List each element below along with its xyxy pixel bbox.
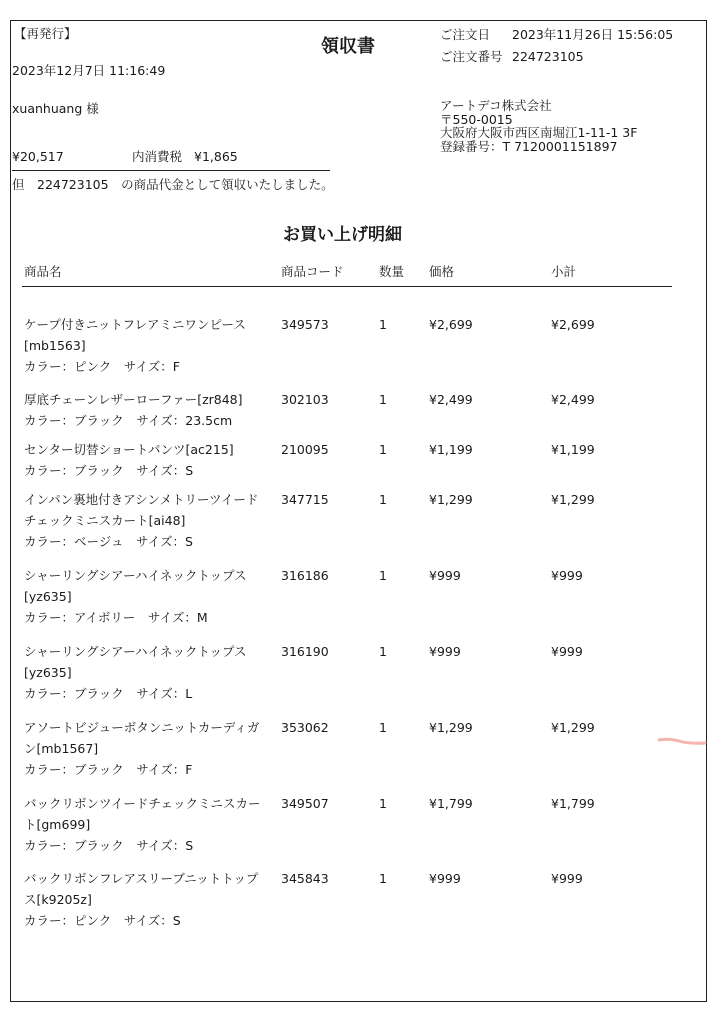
- item-name-line: [yz635]: [24, 665, 72, 680]
- item-subtotal: ¥2,699: [551, 317, 595, 332]
- item-name: [24, 314, 282, 377]
- item-name-line: カラー：ブラック サイズ：S: [24, 838, 194, 853]
- tax-value: ¥1,865: [194, 149, 238, 164]
- item-name: [24, 439, 282, 481]
- item-qty: 1: [379, 442, 387, 457]
- item-subtotal: ¥1,299: [551, 720, 595, 735]
- item-name-line: ン[mb1567]: [24, 741, 99, 756]
- item-qty: 1: [379, 317, 387, 332]
- item-qty: 1: [379, 492, 387, 507]
- item-name-line: インパン裏地付きアシンメトリーツイード: [24, 492, 259, 507]
- item-price: ¥1,299: [429, 492, 473, 507]
- header-price: 価格: [429, 264, 455, 279]
- order-date-value: 2023年11月26日 15:56:05: [512, 27, 674, 42]
- amount-total: ¥20,517: [12, 149, 64, 164]
- reissue-label: 【再発行】: [14, 26, 77, 41]
- item-qty: 1: [379, 871, 387, 886]
- item-code: 353062: [281, 720, 329, 735]
- item-subtotal: ¥999: [551, 568, 583, 583]
- item-name-line: シャーリングシアーハイネックトップス: [24, 644, 247, 659]
- item-code: 316190: [281, 644, 329, 659]
- item-price: ¥1,299: [429, 720, 473, 735]
- item-name-line: 厚底チェーンレザーローファー[zr848]: [24, 392, 243, 407]
- item-name-line: バックリボンツイードチェックミニスカー: [24, 796, 261, 811]
- seller-postal: 〒550-0015: [440, 111, 513, 127]
- item-name-line: ケープ付きニットフレアミニワンピース: [24, 317, 246, 332]
- item-name: [24, 717, 282, 780]
- item-name-line: ス[k9205z]: [24, 892, 92, 907]
- item-name: [24, 868, 282, 931]
- item-price: ¥1,799: [429, 796, 473, 811]
- pen-mark: [657, 736, 707, 746]
- item-code: 349507: [281, 796, 329, 811]
- page-title: 領収書: [321, 36, 375, 57]
- seller-registration: 登録番号：T 7120001151897: [440, 138, 618, 154]
- header-subtotal: 小計: [551, 264, 577, 279]
- item-qty: 1: [379, 720, 387, 735]
- item-subtotal: ¥2,499: [551, 392, 595, 407]
- item-name-line: バックリボンフレアスリーブニットトップ: [24, 871, 259, 886]
- order-date-label: ご注文日: [440, 27, 491, 42]
- item-name-line: チェックミニスカート[ai48]: [24, 513, 186, 528]
- item-code: 302103: [281, 392, 329, 407]
- item-code: 349573: [281, 317, 329, 332]
- order-number-value: 224723105: [512, 49, 584, 64]
- item-subtotal: ¥999: [551, 644, 583, 659]
- item-name-line: カラー：ベージュ サイズ：S: [24, 534, 193, 549]
- item-name: [24, 793, 282, 856]
- item-price: ¥999: [429, 568, 461, 583]
- item-name-line: カラー：ブラック サイズ：S: [24, 463, 194, 478]
- tax-label: 内消費税: [132, 149, 183, 164]
- item-price: ¥2,499: [429, 392, 473, 407]
- item-name-line: カラー：ピンク サイズ：F: [24, 359, 180, 374]
- amount-underline: [12, 170, 330, 171]
- item-code: 316186: [281, 568, 329, 583]
- header-code: 商品コード: [281, 264, 344, 279]
- item-name-line: カラー：ブラック サイズ：23.5cm: [24, 413, 233, 428]
- customer-name: xuanhuang 様: [12, 101, 99, 116]
- item-qty: 1: [379, 392, 387, 407]
- item-name-line: センター切替ショートパンツ[ac215]: [24, 442, 234, 457]
- item-name-line: カラー：ピンク サイズ：S: [24, 913, 181, 928]
- header-qty: 数量: [379, 264, 405, 279]
- item-name-line: カラー：アイボリー サイズ：M: [24, 610, 208, 625]
- item-name: [24, 565, 282, 628]
- header-name: 商品名: [24, 264, 62, 279]
- item-price: ¥2,699: [429, 317, 473, 332]
- item-qty: 1: [379, 796, 387, 811]
- amount-row: [12, 147, 238, 165]
- item-subtotal: ¥1,199: [551, 442, 595, 457]
- item-name: [24, 489, 282, 552]
- item-name-line: [mb1563]: [24, 338, 86, 353]
- item-qty: 1: [379, 568, 387, 583]
- item-subtotal: ¥999: [551, 871, 583, 886]
- item-code: 210095: [281, 442, 329, 457]
- seller-name: アートデコ株式会社: [440, 98, 552, 113]
- order-info: [440, 24, 673, 68]
- order-number-label: ご注文番号: [440, 49, 503, 64]
- item-subtotal: ¥1,799: [551, 796, 595, 811]
- item-code: 345843: [281, 871, 329, 886]
- item-name: [24, 641, 282, 704]
- item-price: ¥999: [429, 871, 461, 886]
- item-price: ¥1,199: [429, 442, 473, 457]
- item-name: [24, 389, 282, 431]
- item-code: 347715: [281, 492, 329, 507]
- details-title: お買い上げ明細: [283, 225, 402, 245]
- item-price: ¥999: [429, 644, 461, 659]
- item-name-line: アソートビジューボタンニットカーディガ: [24, 720, 260, 735]
- issued-datetime: 2023年12月7日 11:16:49: [12, 63, 166, 78]
- seller-address: 大阪府大阪市西区南堀江1-11-1 3F: [440, 125, 638, 140]
- item-name-line: カラー：ブラック サイズ：L: [24, 686, 193, 701]
- item-name-line: シャーリングシアーハイネックトップス: [24, 568, 247, 583]
- item-name-line: [yz635]: [24, 589, 72, 604]
- seller-info: [440, 99, 637, 153]
- item-qty: 1: [379, 644, 387, 659]
- receipt-note: 但 224723105 の商品代金として領収いたしました。: [12, 177, 334, 192]
- item-name-line: カラー：ブラック サイズ：F: [24, 762, 193, 777]
- item-subtotal: ¥1,299: [551, 492, 595, 507]
- table-header: [24, 262, 672, 286]
- header-divider: [22, 286, 672, 287]
- item-name-line: ト[gm699]: [24, 817, 91, 832]
